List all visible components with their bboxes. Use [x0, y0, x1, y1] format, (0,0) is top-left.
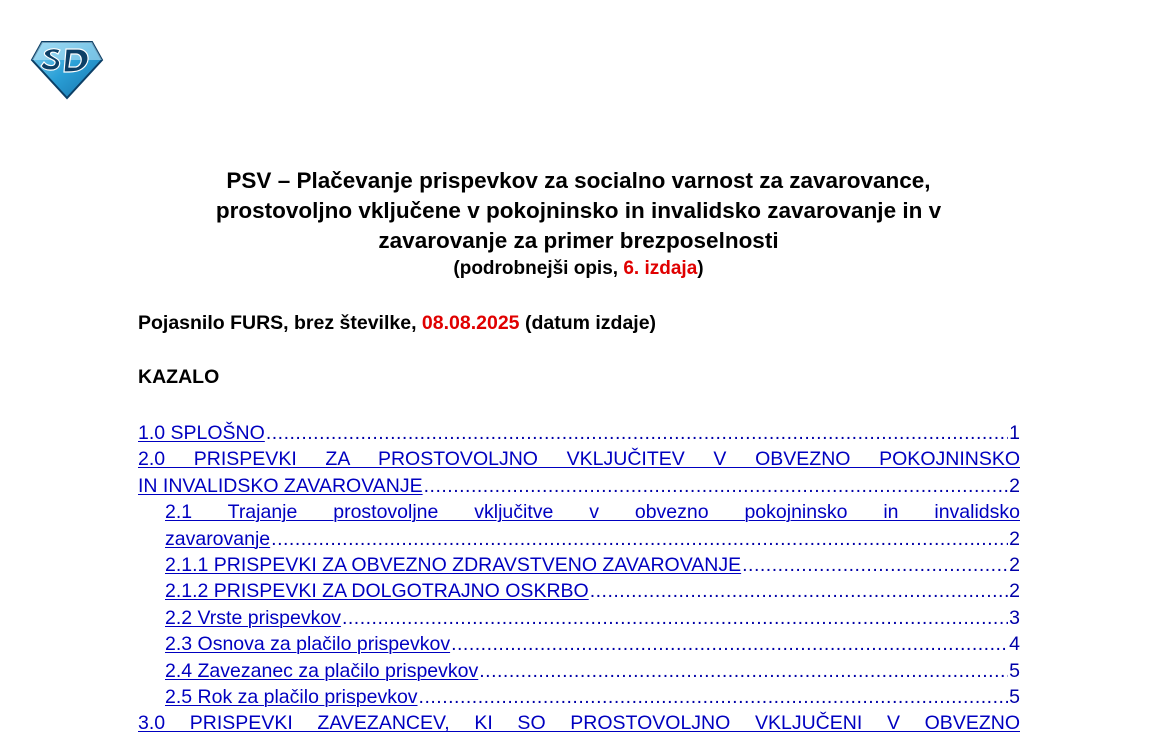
toc-page-number: 2 — [1009, 580, 1020, 603]
toc-page-number: 3 — [1009, 606, 1020, 629]
edition-label: 6. izdaja — [623, 258, 698, 279]
document-subtitle — [120, 256, 1037, 282]
toc-page-number: 5 — [1009, 659, 1020, 682]
toc-heading: KAZALO — [138, 366, 220, 388]
toc-entry-2-1-2[interactable] — [138, 578, 1020, 604]
toc-entry-2-1-1[interactable] — [138, 552, 1020, 578]
subtitle-open: (podrobnejši opis, — [453, 258, 624, 279]
toc-leader-dots — [742, 552, 1008, 578]
toc-link-2-1-line-2[interactable]: zavarovanje — [165, 527, 271, 550]
source-prefix: Pojasnilo FURS, brez številke, — [138, 312, 422, 334]
title-prefix: PSV — [226, 168, 272, 193]
issue-date: 08.08.2025 — [421, 312, 520, 334]
toc-leader-dots — [424, 473, 1009, 499]
toc-leader-dots — [271, 526, 1008, 552]
source-suffix: (datum izdaje) — [519, 312, 657, 334]
toc-link-2-2[interactable]: 2.2 Vrste prispevkov — [165, 606, 341, 629]
toc-entry-1-0[interactable] — [138, 420, 1020, 446]
toc-page-number: 5 — [1009, 685, 1020, 708]
toc-link-2-3[interactable]: 2.3 Osnova za plačilo prispevkov — [165, 633, 451, 656]
toc-entry-2-2[interactable] — [138, 605, 1020, 631]
toc-entry-2-0[interactable] — [138, 446, 1020, 499]
toc-link-2-4[interactable]: 2.4 Zavezanec za plačilo prispevkov — [165, 659, 479, 682]
toc-page-number: 2 — [1009, 527, 1020, 550]
toc-leader-dots — [451, 631, 1008, 657]
toc-entry-2-4[interactable] — [138, 658, 1020, 684]
title-line-3: zavarovanje za primer brezposelnosti — [378, 228, 779, 253]
toc-link-2-0-line-2[interactable]: IN INVALIDSKO ZAVAROVANJE — [138, 474, 423, 497]
title-line-1-text: Plačevanje prispevkov za socialno varnost za zavarovance, — [296, 168, 931, 193]
toc-entry-2-5[interactable] — [138, 684, 1020, 710]
toc-entry-3-0[interactable] — [138, 710, 1020, 736]
title-line-2: prostovoljno vključene v pokojninsko in invalidsko zavarovanje in v — [215, 198, 942, 223]
toc-leader-dots — [590, 578, 1008, 604]
toc-leader-dots — [419, 684, 1009, 710]
toc-leader-dots — [342, 605, 1008, 631]
toc-leader-dots — [479, 658, 1008, 684]
title-line-1 — [120, 166, 1037, 196]
toc-link-2-0-line-1[interactable]: 2.0 PRISPEVKI ZA PROSTOVOLJNO VKLJUČITEV V OBVEZNO POKOJNINSKO — [138, 448, 1020, 471]
toc-entry-2-3[interactable] — [138, 631, 1020, 657]
sd-diamond-logo-icon — [30, 40, 104, 100]
toc-page-number: 4 — [1009, 633, 1020, 656]
toc-leader-dots — [266, 420, 1008, 446]
subtitle-close: ) — [697, 258, 704, 279]
source-line — [138, 312, 656, 335]
toc-link-2-1-1[interactable]: 2.1.1 PRISPEVKI ZA OBVEZNO ZDRAVSTVENO ZAVAROVANJE — [165, 553, 742, 576]
title-dash: – — [271, 168, 297, 193]
toc-link-2-1-2[interactable]: 2.1.2 PRISPEVKI ZA DOLGOTRAJNO OSKRBO — [165, 580, 589, 603]
toc-link-2-5[interactable]: 2.5 Rok za plačilo prispevkov — [165, 685, 418, 708]
toc-page-number: 1 — [1009, 422, 1020, 444]
toc-page-number: 2 — [1009, 553, 1020, 576]
table-of-contents — [138, 420, 1020, 737]
toc-link-1-0[interactable]: 1.0 SPLOŠNO — [138, 422, 265, 444]
document-title — [120, 166, 1037, 282]
toc-link-3-0-line-1[interactable]: 3.0 PRISPEVKI ZAVEZANCEV, KI SO PROSTOVOLJNO VKLJUČENI V OBVEZNO — [138, 712, 1020, 735]
toc-entry-2-1[interactable] — [138, 499, 1020, 552]
toc-page-number: 2 — [1009, 474, 1020, 497]
toc-link-2-1-line-1[interactable]: 2.1 Trajanje prostovoljne vključitve v obvezno pokojninsko in invalidsko — [165, 501, 1020, 524]
